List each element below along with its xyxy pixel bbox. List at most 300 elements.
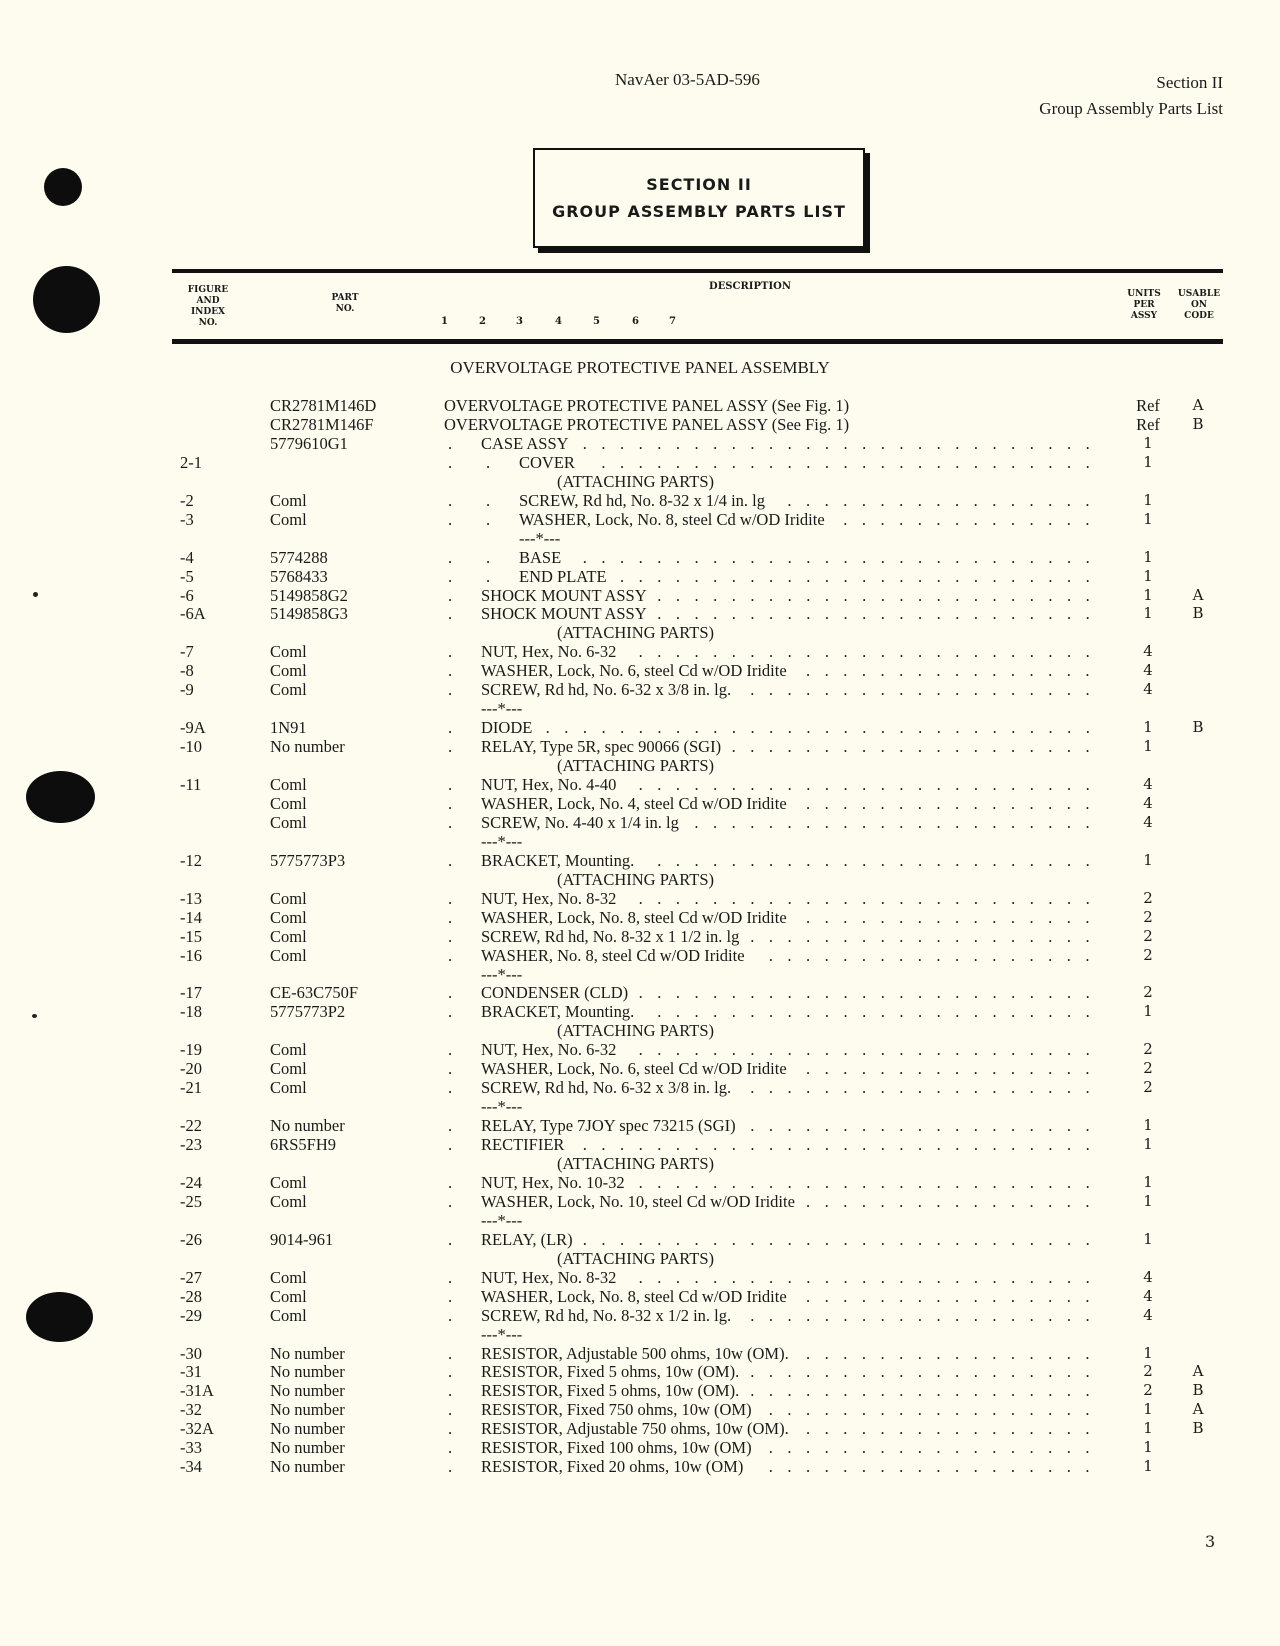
part-number: Coml	[270, 490, 307, 510]
leader-dots: ........................	[657, 604, 1105, 624]
leader-dots: ................	[806, 661, 1104, 681]
table-row	[0, 1135, 1280, 1154]
indent-dot: .	[448, 1267, 453, 1287]
section-title-box	[533, 148, 865, 248]
units-per-assy: 1	[1143, 1135, 1153, 1154]
figure-index: -20	[180, 1059, 202, 1079]
units-per-assy: 1	[1143, 1419, 1153, 1438]
part-number: CE-63C750F	[270, 983, 359, 1003]
indent-dot: .	[448, 1457, 453, 1477]
indent-dot: .	[448, 452, 453, 472]
leader-dots: .........................	[638, 1267, 1105, 1287]
units-per-assy: 1	[1143, 547, 1153, 566]
part-number: Coml	[270, 1305, 307, 1325]
part-description: ---*---	[481, 1097, 523, 1117]
part-number: No number	[270, 1343, 345, 1363]
figure-index: -3	[180, 509, 194, 529]
indent-dot: .	[448, 1135, 453, 1155]
leader-dots: .........................	[638, 775, 1105, 794]
part-description: RECTIFIER	[481, 1135, 565, 1155]
units-per-assy: 1	[1143, 1172, 1153, 1191]
table-row	[0, 1306, 1280, 1325]
part-number: No number	[270, 1438, 345, 1458]
leader-dots: ....................	[731, 737, 1105, 757]
part-number: 5779610G1	[270, 433, 348, 453]
units-per-assy: 1	[1143, 509, 1153, 528]
indent-dot: .	[486, 547, 491, 567]
units-per-assy: 4	[1143, 1305, 1153, 1324]
part-description: (ATTACHING PARTS)	[557, 1021, 715, 1041]
table-row	[0, 1287, 1280, 1306]
leader-dots: ...................	[750, 926, 1105, 946]
attaching-parts-note	[0, 1249, 1280, 1268]
figure-index: -21	[180, 1078, 202, 1098]
group-separator	[0, 1211, 1280, 1230]
indent-dot: .	[448, 1172, 453, 1192]
table-row	[0, 737, 1280, 756]
part-number: 5768433	[270, 566, 328, 586]
indent-dot: .	[448, 680, 453, 700]
part-description: SCREW, Rd hd, No. 8-32 x 1 1/2 in. lg	[481, 926, 740, 946]
part-description: (ATTACHING PARTS)	[557, 1248, 715, 1268]
figure-index: -4	[180, 547, 194, 567]
part-number: 5775773P3	[270, 850, 346, 870]
units-per-assy: 4	[1143, 793, 1153, 812]
part-number: Coml	[270, 1191, 307, 1211]
indent-dot: .	[448, 737, 453, 757]
units-per-assy: 1	[1143, 585, 1153, 604]
section-title: Group Assembly Parts List	[1039, 99, 1223, 118]
part-number: No number	[270, 1457, 345, 1477]
part-description: COVER	[519, 452, 575, 472]
table-row	[0, 1116, 1280, 1135]
leader-dots: ...................	[750, 1381, 1105, 1401]
indent-level-6: 6	[632, 316, 639, 327]
figure-index: -15	[180, 926, 202, 946]
part-description: SCREW, Rd hd, No. 8-32 x 1/2 in. lg.	[481, 1305, 732, 1325]
part-number: 5149858G3	[270, 604, 348, 624]
units-per-assy: 4	[1143, 680, 1153, 699]
figure-index: -30	[180, 1343, 202, 1363]
units-per-assy: Ref	[1136, 396, 1160, 415]
section-label: Section II	[1156, 73, 1223, 92]
indent-dot: .	[486, 509, 491, 529]
units-per-assy: Ref	[1136, 414, 1160, 434]
indent-dot: .	[448, 850, 453, 870]
group-separator	[0, 832, 1280, 851]
table-row	[0, 661, 1280, 680]
table-row	[0, 1230, 1280, 1249]
figure-index: -9	[180, 680, 194, 700]
running-header	[1039, 70, 1223, 122]
units-per-assy: 4	[1143, 1286, 1153, 1305]
leader-dots: ...........................	[601, 452, 1105, 472]
indent-dot: .	[448, 775, 453, 794]
part-description: (ATTACHING PARTS)	[557, 1154, 715, 1173]
leader-dots: ............................	[582, 433, 1105, 453]
group-separator	[0, 529, 1280, 548]
part-number: 1N91	[270, 718, 307, 738]
table-row	[0, 927, 1280, 946]
units-per-assy: 4	[1143, 812, 1153, 831]
leader-dots: ..............	[843, 509, 1104, 529]
part-number: Coml	[270, 1172, 307, 1192]
table-row	[0, 1059, 1280, 1078]
leader-dots: ........................	[657, 1002, 1105, 1022]
indent-dot: .	[448, 888, 453, 908]
group-separator	[0, 699, 1280, 718]
figure-index: -14	[180, 907, 202, 927]
part-description: SHOCK MOUNT ASSY	[481, 604, 647, 624]
part-number: Coml	[270, 1267, 307, 1287]
units-per-assy: 4	[1143, 661, 1153, 680]
part-number: CR2781M146F	[270, 414, 374, 434]
indent-dot: .	[448, 1343, 453, 1363]
units-per-assy: 1	[1143, 452, 1153, 471]
table-row	[0, 1419, 1280, 1438]
group-separator	[0, 1097, 1280, 1116]
leader-dots: ........................	[657, 585, 1105, 605]
units-per-assy: 1	[1143, 1191, 1153, 1210]
leader-dots: ............................	[582, 1229, 1105, 1249]
indent-level-4: 4	[555, 316, 562, 327]
part-description: (ATTACHING PARTS)	[557, 623, 715, 643]
usable-on-code: B	[1192, 718, 1204, 737]
figure-index: -9A	[180, 718, 206, 738]
indent-level-2: 2	[479, 316, 486, 327]
units-per-assy: 2	[1143, 1059, 1153, 1078]
indent-dot: .	[448, 1229, 453, 1249]
table-row	[0, 680, 1280, 699]
part-description: SCREW, Rd hd, No. 6-32 x 3/8 in. lg.	[481, 1078, 732, 1098]
part-description: BASE	[519, 547, 562, 567]
leader-dots: .........................	[638, 1172, 1105, 1192]
indent-dot: .	[448, 718, 453, 738]
figure-index: -29	[180, 1305, 202, 1325]
indent-dot: .	[448, 1078, 453, 1098]
part-number: No number	[270, 1116, 345, 1136]
table-row	[0, 642, 1280, 661]
part-description: WASHER, Lock, No. 4, steel Cd w/OD Iridite	[481, 793, 787, 813]
indent-dot: .	[448, 566, 453, 586]
binder-hole	[44, 168, 82, 206]
leader-dots: ..........................	[620, 566, 1105, 586]
part-number: Coml	[270, 945, 307, 965]
indent-dot: .	[448, 1002, 453, 1022]
part-description: CONDENSER (CLD)	[481, 983, 629, 1003]
part-number: No number	[270, 1419, 345, 1439]
figure-index: -13	[180, 888, 202, 908]
table-row	[0, 586, 1280, 605]
part-description: WASHER, Lock, No. 8, steel Cd w/OD Iridite	[519, 509, 825, 529]
part-description: SCREW, Rd hd, No. 6-32 x 3/8 in. lg.	[481, 680, 732, 700]
part-description: RELAY, (LR)	[481, 1229, 573, 1249]
binder-hole	[33, 266, 100, 333]
units-per-assy: 1	[1143, 718, 1153, 737]
units-per-assy: 1	[1143, 566, 1153, 585]
attaching-parts-note	[0, 472, 1280, 491]
part-description: NUT, Hex, No. 8-32	[481, 888, 617, 908]
part-number: Coml	[270, 661, 307, 681]
indent-dot: .	[448, 907, 453, 927]
indent-dot: .	[448, 793, 453, 813]
part-number: 9014-961	[270, 1229, 334, 1249]
figure-index: -33	[180, 1438, 202, 1458]
indent-dot: .	[448, 1116, 453, 1136]
units-per-assy: 2	[1143, 1381, 1153, 1400]
table-row	[0, 415, 1280, 434]
indent-dot: .	[448, 983, 453, 1003]
leader-dots: ...................	[750, 1078, 1105, 1098]
indent-dot: .	[448, 1381, 453, 1401]
part-number: Coml	[270, 775, 307, 794]
usable-on-code: A	[1192, 1362, 1204, 1381]
figure-index: -18	[180, 1002, 202, 1022]
table-row	[0, 775, 1280, 794]
figure-index: -26	[180, 1229, 202, 1249]
part-number: Coml	[270, 1040, 307, 1060]
units-per-assy: 1	[1143, 1438, 1153, 1457]
part-description: DIODE	[481, 718, 533, 738]
part-description: ---*---	[481, 1210, 523, 1230]
leader-dots: ................	[806, 793, 1104, 813]
indent-dot: .	[448, 604, 453, 624]
figure-index: -32	[180, 1400, 202, 1420]
attaching-parts-note	[0, 870, 1280, 889]
leader-dots: ................	[806, 907, 1104, 927]
units-per-assy: 1	[1143, 1400, 1153, 1419]
indent-dot: .	[448, 812, 453, 832]
part-number: No number	[270, 1381, 345, 1401]
indent-dot: .	[448, 1305, 453, 1325]
group-separator	[0, 965, 1280, 984]
part-description: RESISTOR, Fixed 100 ohms, 10w (OM)	[481, 1438, 752, 1458]
table-row	[0, 1268, 1280, 1287]
title-line-2: GROUP ASSEMBLY PARTS LIST	[552, 202, 846, 221]
part-number: Coml	[270, 509, 307, 529]
part-description: SCREW, No. 4-40 x 1/4 in. lg	[481, 812, 679, 832]
figure-index: -31A	[180, 1381, 214, 1401]
table-row	[0, 604, 1280, 623]
units-per-assy: 2	[1143, 945, 1153, 964]
table-row	[0, 1457, 1280, 1476]
figure-index: -6A	[180, 604, 206, 624]
part-description: RESISTOR, Fixed 750 ohms, 10w (OM)	[481, 1400, 752, 1420]
attaching-parts-note	[0, 1021, 1280, 1040]
leader-dots: .........................	[638, 642, 1105, 662]
figure-index: -19	[180, 1040, 202, 1060]
table-row	[0, 813, 1280, 832]
units-per-assy: 1	[1143, 1343, 1153, 1362]
units-per-assy: 4	[1143, 775, 1153, 793]
table-row	[0, 434, 1280, 453]
units-per-assy: 1	[1143, 850, 1153, 869]
figure-index: -16	[180, 945, 202, 965]
part-description: BRACKET, Mounting.	[481, 850, 635, 870]
figure-index: -8	[180, 661, 194, 681]
leader-dots: ..............................	[545, 718, 1105, 738]
part-number: Coml	[270, 1078, 307, 1098]
part-description: NUT, Hex, No. 8-32	[481, 1267, 617, 1287]
table-row	[0, 908, 1280, 927]
document-number: NavAer 03-5AD-596	[615, 70, 760, 89]
units-per-assy: 2	[1143, 888, 1153, 907]
leader-dots: ................	[806, 1343, 1104, 1363]
part-number: 6RS5FH9	[270, 1135, 337, 1155]
figure-index: 2-1	[180, 452, 202, 472]
attaching-parts-note	[0, 623, 1280, 642]
part-description: NUT, Hex, No. 4-40	[481, 775, 617, 794]
part-description: (ATTACHING PARTS)	[557, 756, 715, 776]
leader-dots: ............................	[582, 547, 1105, 567]
table-row	[0, 1173, 1280, 1192]
table-row	[0, 1381, 1280, 1400]
part-description: WASHER, Lock, No. 6, steel Cd w/OD Iridite	[481, 661, 787, 681]
units-per-assy: 2	[1143, 907, 1153, 926]
part-description: ---*---	[481, 1324, 523, 1344]
part-number: CR2781M146D	[270, 396, 377, 415]
table-row	[0, 946, 1280, 965]
part-description: NUT, Hex, No. 10-32	[481, 1172, 625, 1192]
indent-dot: .	[448, 1191, 453, 1211]
indent-dot: .	[448, 945, 453, 965]
part-number: 5775773P2	[270, 1002, 346, 1022]
units-per-assy: 1	[1143, 1229, 1153, 1248]
table-row	[0, 1192, 1280, 1211]
leader-dots: ................	[806, 1286, 1104, 1306]
figure-index: -2	[180, 490, 194, 510]
part-number: No number	[270, 1362, 345, 1382]
leader-dots: ..................	[768, 1400, 1105, 1420]
leader-dots: ..................	[768, 1438, 1105, 1458]
attaching-parts-note	[0, 1154, 1280, 1173]
part-description: SHOCK MOUNT ASSY	[481, 585, 647, 605]
indent-dot: .	[448, 1400, 453, 1420]
part-description: ---*---	[481, 699, 523, 719]
indent-dot: .	[448, 1040, 453, 1060]
units-per-assy: 1	[1143, 490, 1153, 509]
part-description: SCREW, Rd hd, No. 8-32 x 1/4 in. lg	[519, 490, 765, 510]
units-per-assy: 4	[1143, 642, 1153, 661]
table-row	[0, 1078, 1280, 1097]
part-description: NUT, Hex, No. 6-32	[481, 642, 617, 662]
leader-dots: ......................	[694, 812, 1105, 832]
units-per-assy: 1	[1143, 1457, 1153, 1476]
leader-dots: ...................	[750, 680, 1105, 700]
units-per-assy: 2	[1143, 1078, 1153, 1097]
usable-on-code: B	[1192, 1419, 1204, 1438]
part-description: RELAY, Type 5R, spec 90066 (SGI)	[481, 737, 722, 757]
part-description: (ATTACHING PARTS)	[557, 869, 715, 889]
figure-index: -17	[180, 983, 202, 1003]
figure-index: -23	[180, 1135, 202, 1155]
indent-dot: .	[448, 547, 453, 567]
part-number: Coml	[270, 888, 307, 908]
attaching-parts-note	[0, 756, 1280, 775]
leader-dots: ................	[806, 1059, 1104, 1079]
part-description: ---*---	[481, 964, 523, 984]
group-title: OVERVOLTAGE PROTECTIVE PANEL ASSEMBLY	[450, 358, 830, 377]
table-row	[0, 889, 1280, 908]
units-per-assy: 2	[1143, 1040, 1153, 1059]
indent-level-7: 7	[669, 316, 676, 327]
part-description: OVERVOLTAGE PROTECTIVE PANEL ASSY (See Fig. 1)	[444, 396, 850, 415]
usable-on-code: A	[1192, 585, 1204, 604]
part-number: Coml	[270, 680, 307, 700]
part-description: WASHER, Lock, No. 8, steel Cd w/OD Iridite	[481, 1286, 787, 1306]
leader-dots: ................	[806, 1191, 1104, 1211]
usable-on-code: A	[1192, 1400, 1204, 1419]
part-description: RESISTOR, Fixed 5 ohms, 10w (OM).	[481, 1362, 740, 1382]
part-description: BRACKET, Mounting.	[481, 1002, 635, 1022]
indent-dot: .	[448, 509, 453, 529]
table-row	[0, 718, 1280, 737]
part-number: No number	[270, 737, 345, 757]
part-number: Coml	[270, 1059, 307, 1079]
table-row	[0, 1002, 1280, 1021]
part-number: 5774288	[270, 547, 328, 567]
figure-index: -12	[180, 850, 202, 870]
indent-dot: .	[448, 926, 453, 946]
figure-index: -10	[180, 737, 202, 757]
part-description: RESISTOR, Fixed 20 ohms, 10w (OM)	[481, 1457, 744, 1477]
figure-index: -6	[180, 585, 194, 605]
part-description: END PLATE	[519, 566, 607, 586]
figure-index: -27	[180, 1267, 202, 1287]
part-number: Coml	[270, 907, 307, 927]
units-per-assy: 2	[1143, 926, 1153, 945]
part-number: No number	[270, 1400, 345, 1420]
leader-dots: ............................	[582, 1135, 1105, 1155]
figure-index: -28	[180, 1286, 202, 1306]
usable-on-code: A	[1192, 396, 1204, 414]
leader-dots: .........................	[638, 888, 1105, 908]
leader-dots: ........................	[657, 850, 1105, 870]
column-header-units: UNITS PER ASSY	[1127, 289, 1161, 321]
indent-dot: .	[448, 585, 453, 605]
table-row	[0, 396, 1280, 415]
figure-index: -24	[180, 1172, 202, 1192]
table-row	[0, 851, 1280, 870]
leader-dots: ..................	[768, 1457, 1105, 1477]
units-per-assy: 1	[1143, 1116, 1153, 1135]
part-description: ---*---	[481, 831, 523, 851]
part-description: WASHER, Lock, No. 6, steel Cd w/OD Iridite	[481, 1059, 787, 1079]
figure-index: -5	[180, 566, 194, 586]
part-number: Coml	[270, 793, 307, 813]
part-description: RELAY, Type 7JOY spec 73215 (SGI)	[481, 1116, 736, 1136]
column-header-figure: FIGURE AND INDEX NO.	[187, 285, 229, 328]
indent-level-1: 1	[441, 316, 448, 327]
leader-dots: ...................	[750, 1362, 1105, 1382]
indent-dot: .	[448, 1286, 453, 1306]
usable-on-code: B	[1192, 1381, 1204, 1400]
part-number: 5149858G2	[270, 585, 348, 605]
leader-dots: ................	[806, 1419, 1104, 1439]
part-description: WASHER, No. 8, steel Cd w/OD Iridite	[481, 945, 745, 965]
part-description: (ATTACHING PARTS)	[557, 471, 715, 491]
part-description: WASHER, Lock, No. 10, steel Cd w/OD Iridite	[481, 1191, 795, 1211]
figure-index: -22	[180, 1116, 202, 1136]
group-separator	[0, 1325, 1280, 1344]
table-row	[0, 1040, 1280, 1059]
indent-dot: .	[448, 1059, 453, 1079]
indent-dot: .	[448, 433, 453, 453]
part-description: RESISTOR, Fixed 5 ohms, 10w (OM).	[481, 1381, 740, 1401]
part-description: ---*---	[519, 528, 561, 548]
table-row	[0, 794, 1280, 813]
figure-index: -34	[180, 1457, 202, 1477]
